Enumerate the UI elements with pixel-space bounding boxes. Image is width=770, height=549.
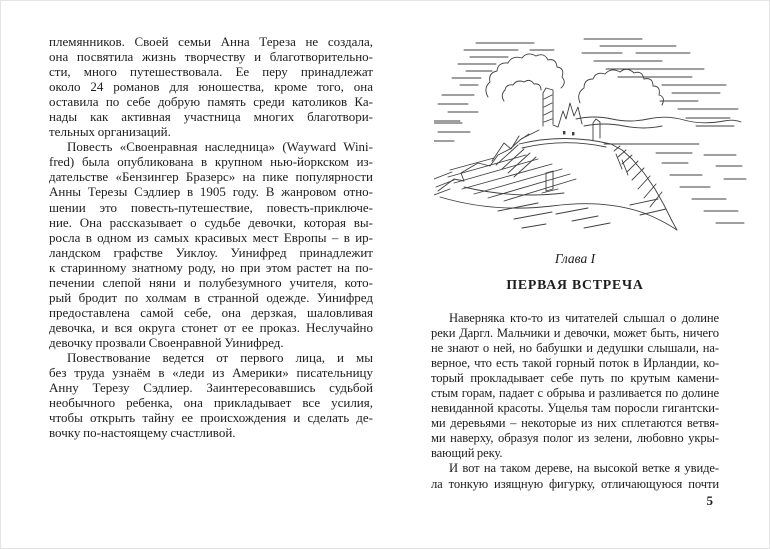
text-line: предоставлена самой себе, она дерзкая, шаловливая	[49, 304, 373, 320]
text-line: ми наверху, образуя полог из зелени, любовно укры-	[431, 431, 719, 446]
left-page-text	[49, 34, 373, 440]
text-line: ла тонкую изящную фигурку, отличающуюся почти	[431, 476, 719, 491]
text-line: Анну Терезу Сэдлиер. Заинтересовавшись судьбой	[49, 380, 373, 396]
text-line: верное, что есть такой горный поток в Ирландии, ко-	[431, 356, 719, 371]
castle-ruins-illustration	[434, 27, 750, 239]
text-line: Повествование ведется от первого лица, и мы	[67, 349, 373, 365]
text-line: ми деревьями – некоторые из них сплетаются ветвя-	[431, 416, 719, 431]
page-number: 5	[706, 493, 713, 508]
text-line: тельных организаций.	[49, 124, 171, 140]
text-line: девочка, и вся округа стонет от ее проказ. Неслучайно	[49, 319, 373, 335]
text-line: невиданной красоты. Ущелья там поросли гигантски-	[431, 401, 719, 416]
text-line: Повесть «Своенравная наследница» (Wayward Wini-	[67, 139, 373, 155]
text-line: нады как активная участница многих благотвори-	[49, 109, 373, 125]
text-line: реки Даргл. Мальчики и девочки, может быть, ничего	[431, 326, 719, 341]
hill-sketch	[434, 134, 677, 230]
text-line: печении слепой няни и полубезумного учителя, кото-	[49, 274, 373, 290]
text-line: вочку по-настоящему счастливой.	[49, 425, 236, 441]
text-line: И вот на таком дереве, на высокой ветке я увиде-	[449, 461, 719, 476]
text-line: дательстве «Бензингер Бразерс» на пике популярности	[49, 169, 373, 185]
text-line: племянников. Своей семьи Анна Тереза не создала,	[49, 34, 373, 49]
text-line: сти, много путешествовала. Ее перу принадлежат	[49, 64, 373, 80]
text-line: Наверняка кто-то из читателей слышал о долине	[449, 311, 719, 325]
text-line: необычного ребенка, она прикладывает все усилия,	[49, 395, 373, 411]
text-line: рый бродит по холмам в странной одежде. Уинифред	[49, 289, 373, 305]
text-line: около 24 романов для юношества, кроме того, она	[49, 79, 373, 95]
text-line: чтобы открыть тайну ее происхождения и сделать де-	[49, 410, 373, 426]
clouds-sketch	[434, 39, 741, 128]
text-line: девочку прозвали Своенравной Уинифред.	[49, 334, 284, 350]
text-line: ландском графстве Уиклоу. Уинифред принадлежит	[49, 244, 373, 260]
text-line: ние. Она рассказывает о судьбе девочки, которая вы-	[49, 214, 373, 230]
chapter-title: ПЕРВАЯ ВСТРЕЧА	[506, 277, 644, 292]
text-line: не знают о ней, но бабушки и дедушки слышали, на-	[431, 341, 719, 356]
text-line: росла в одном из самых красивых мест Европы – в ир-	[49, 229, 373, 245]
text-line: она посвятила жизнь творчеству и благотворительно-	[49, 49, 373, 65]
text-line: торый прокладывает себе путь по крутым камени-	[431, 371, 719, 386]
text-line: Анны Терезы Сэдлиер в 1905 году. В жанровом отно-	[49, 184, 373, 200]
text-line: шении это повесть-путешествие, повесть-приключе-	[49, 199, 373, 215]
text-line: вающий реку.	[431, 446, 503, 461]
sea-and-horizon-sketch	[434, 123, 746, 223]
text-line: оставила по себе добрую память среди католиков Ка-	[49, 94, 373, 110]
text-line: стым горам, падает с обрыва и разливается по долине	[431, 386, 719, 401]
text-line: fred) была опубликована в крупном нью-йоркском из-	[49, 154, 373, 170]
text-line: без труда узнаём в «леди из Америки» писательницу	[49, 365, 373, 381]
chapter-label: Глава I	[554, 251, 596, 266]
right-page-text	[431, 311, 719, 492]
text-line: к старинному знатному роду, но при этом растет на по-	[49, 259, 373, 275]
